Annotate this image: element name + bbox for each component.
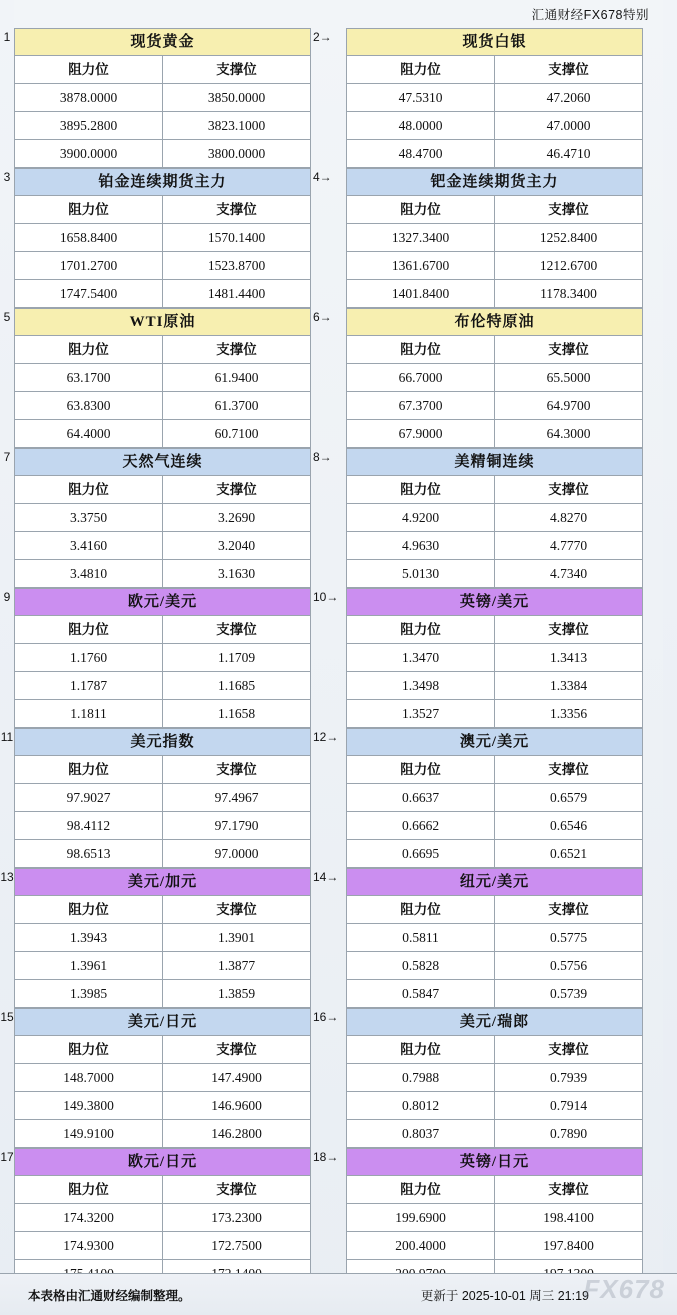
instrument-panel	[346, 588, 643, 728]
panel-row	[3, 28, 663, 168]
resistance-value: 0.8037	[347, 1120, 495, 1147]
instrument-title: 现货黄金	[15, 29, 310, 56]
support-value: 1.3859	[217, 986, 256, 1001]
instrument-panel	[14, 28, 311, 168]
instrument-title: 铂金连续期货主力	[15, 169, 310, 196]
column-header-resistance: 阻力位	[15, 896, 163, 923]
column-header-row	[15, 476, 310, 504]
column-header-support: 支撑位	[216, 762, 257, 777]
panel-index-marker: 12→	[313, 730, 339, 744]
resistance-value: 1.3498	[347, 672, 495, 699]
support-value: 172.7500	[211, 1238, 262, 1253]
instrument-panel	[346, 28, 643, 168]
support-value: 1.3413	[549, 650, 588, 665]
instrument-panel	[346, 1008, 643, 1148]
support-value: 3.1630	[217, 566, 256, 581]
table-row	[347, 420, 642, 448]
column-header-row	[347, 336, 642, 364]
table-row	[15, 672, 310, 700]
table-row	[347, 1120, 642, 1148]
table-row	[15, 812, 310, 840]
resistance-value: 48.4700	[347, 140, 495, 167]
table-row	[15, 252, 310, 280]
table-row	[15, 1204, 310, 1232]
support-value: 0.7914	[549, 1098, 588, 1113]
column-header-resistance: 阻力位	[347, 616, 495, 643]
table-row	[347, 504, 642, 532]
panel-column-right	[346, 28, 643, 168]
column-header-resistance: 阻力位	[347, 56, 495, 83]
panel-index-marker: 13	[0, 870, 14, 884]
instrument-title: 美元/日元	[15, 1009, 310, 1036]
column-header-resistance: 阻力位	[15, 1036, 163, 1063]
support-value: 4.8270	[549, 510, 588, 525]
resistance-value: 149.3800	[15, 1092, 163, 1119]
panel-column-right	[346, 728, 643, 868]
column-header-resistance: 阻力位	[347, 1036, 495, 1063]
instrument-panel	[346, 308, 643, 448]
column-header-resistance: 阻力位	[15, 616, 163, 643]
resistance-value: 1.1787	[15, 672, 163, 699]
resistance-value: 1401.8400	[347, 280, 495, 307]
page-header	[0, 0, 677, 28]
panel-row	[3, 168, 663, 308]
support-value: 97.4967	[214, 790, 259, 805]
resistance-value: 67.3700	[347, 392, 495, 419]
column-header-row	[15, 1036, 310, 1064]
support-value: 1212.6700	[539, 258, 598, 273]
resistance-value: 1747.5400	[15, 280, 163, 307]
instrument-title: 美元指数	[15, 729, 310, 756]
table-row	[15, 84, 310, 112]
resistance-value: 148.7000	[15, 1064, 163, 1091]
column-header-support: 支撑位	[216, 902, 257, 917]
instrument-title: WTI原油	[15, 309, 310, 336]
column-header-support: 支撑位	[216, 342, 257, 357]
panel-index-marker: 17	[0, 1150, 14, 1164]
support-value: 1.1709	[217, 650, 256, 665]
instrument-title: 英镑/日元	[347, 1149, 642, 1176]
column-header-row	[347, 616, 642, 644]
resistance-value: 0.5811	[347, 924, 495, 951]
column-header-support: 支撑位	[548, 482, 589, 497]
table-row	[347, 924, 642, 952]
table-row	[347, 392, 642, 420]
resistance-value: 67.9000	[347, 420, 495, 447]
instrument-panel	[346, 1148, 643, 1288]
instrument-panel	[346, 448, 643, 588]
table-row	[347, 644, 642, 672]
instrument-title: 澳元/美元	[347, 729, 642, 756]
panel-index-marker: 15	[0, 1010, 14, 1024]
resistance-value: 0.8012	[347, 1092, 495, 1119]
panel-column-right	[346, 448, 643, 588]
resistance-value: 1.3943	[15, 924, 163, 951]
table-row	[15, 980, 310, 1008]
column-header-support: 支撑位	[548, 62, 589, 77]
resistance-value: 3878.0000	[15, 84, 163, 111]
table-row	[15, 532, 310, 560]
support-value: 0.6579	[549, 790, 588, 805]
panel-row	[0, 868, 663, 1008]
instrument-title: 钯金连续期货主力	[347, 169, 642, 196]
footer-updated: 更新于 2025-10-01 周三 21:19	[420, 1288, 589, 1303]
column-header-support: 支撑位	[548, 342, 589, 357]
resistance-value: 0.6662	[347, 812, 495, 839]
panel-index-marker: 16→	[313, 1010, 339, 1024]
table-row	[15, 644, 310, 672]
panel-index-marker: 9	[3, 590, 11, 604]
support-value: 0.5739	[549, 986, 588, 1001]
support-value: 1.3356	[549, 706, 588, 721]
resistance-value: 48.0000	[347, 112, 495, 139]
panel-index-marker: 14→	[313, 870, 339, 884]
table-row	[347, 672, 642, 700]
table-row	[347, 112, 642, 140]
instrument-title: 纽元/美元	[347, 869, 642, 896]
panel-column-left	[3, 168, 311, 308]
support-value: 64.9700	[546, 398, 591, 413]
instrument-panel	[346, 168, 643, 308]
column-header-resistance: 阻力位	[347, 1176, 495, 1203]
table-row	[347, 224, 642, 252]
table-row	[347, 784, 642, 812]
instrument-panel	[346, 868, 643, 1008]
support-value: 47.0000	[546, 118, 591, 133]
support-value: 0.6521	[549, 846, 588, 861]
resistance-value: 66.7000	[347, 364, 495, 391]
resistance-value: 63.1700	[15, 364, 163, 391]
support-value: 1570.1400	[207, 230, 266, 245]
table-row	[15, 924, 310, 952]
column-header-support: 支撑位	[216, 1042, 257, 1057]
column-header-resistance: 阻力位	[347, 896, 495, 923]
resistance-value: 1.3527	[347, 700, 495, 727]
panel-column-left	[0, 1148, 311, 1288]
column-header-support: 支撑位	[216, 622, 257, 637]
resistance-value: 3.3750	[15, 504, 163, 531]
column-header-resistance: 阻力位	[15, 476, 163, 503]
column-header-row	[347, 476, 642, 504]
table-row	[347, 700, 642, 728]
column-header-row	[347, 896, 642, 924]
instrument-panel	[14, 308, 311, 448]
table-row	[347, 560, 642, 588]
support-value: 1.3384	[549, 678, 588, 693]
instrument-title: 欧元/日元	[15, 1149, 310, 1176]
table-row	[347, 980, 642, 1008]
column-header-row	[347, 196, 642, 224]
resistance-value: 64.4000	[15, 420, 163, 447]
panel-column-left	[3, 588, 311, 728]
support-value: 1.1685	[217, 678, 256, 693]
support-value: 3850.0000	[207, 90, 266, 105]
table-row	[347, 1092, 642, 1120]
support-value: 1178.3400	[540, 286, 597, 301]
column-header-support: 支撑位	[548, 902, 589, 917]
resistance-value: 4.9200	[347, 504, 495, 531]
resistance-value: 98.4112	[15, 812, 163, 839]
support-value: 60.7100	[214, 426, 259, 441]
table-row	[347, 364, 642, 392]
panel-column-left	[3, 308, 311, 448]
panel-column-right	[346, 868, 643, 1008]
panel-row	[0, 1008, 663, 1148]
column-header-support: 支撑位	[216, 1182, 257, 1197]
support-value: 146.9600	[211, 1098, 262, 1113]
panel-index-marker: 5	[3, 310, 11, 324]
support-value: 97.1790	[214, 818, 259, 833]
table-row	[15, 784, 310, 812]
instrument-title: 现货白银	[347, 29, 642, 56]
resistance-value: 0.6695	[347, 840, 495, 867]
column-header-support: 支撑位	[548, 622, 589, 637]
column-header-row	[15, 756, 310, 784]
support-value: 46.4710	[546, 146, 591, 161]
column-header-resistance: 阻力位	[15, 196, 163, 223]
panel-column-right	[346, 1148, 643, 1288]
page-footer	[0, 1273, 677, 1315]
column-header-resistance: 阻力位	[347, 476, 495, 503]
footer-source: 本表格由汇通财经编制整理。	[28, 1288, 191, 1303]
panel-column-right	[346, 1008, 643, 1148]
resistance-value: 1361.6700	[347, 252, 495, 279]
instrument-panel	[14, 868, 311, 1008]
support-value: 3.2690	[217, 510, 256, 525]
header-title: 汇通财经FX678特别	[531, 8, 649, 22]
resistance-value: 4.9630	[347, 532, 495, 559]
column-header-row	[15, 616, 310, 644]
column-header-row	[347, 1176, 642, 1204]
table-row	[347, 280, 642, 308]
resistance-value: 1701.2700	[15, 252, 163, 279]
panel-column-left	[0, 728, 311, 868]
table-row	[15, 364, 310, 392]
instrument-panel	[14, 448, 311, 588]
column-header-resistance: 阻力位	[347, 756, 495, 783]
table-row	[15, 1064, 310, 1092]
resistance-value: 174.3200	[15, 1204, 163, 1231]
resistance-value: 63.8300	[15, 392, 163, 419]
column-header-row	[15, 56, 310, 84]
resistance-value: 1.3985	[15, 980, 163, 1007]
column-header-support: 支撑位	[216, 482, 257, 497]
column-header-support: 支撑位	[216, 62, 257, 77]
panel-index-marker: 10→	[313, 590, 339, 604]
column-header-resistance: 阻力位	[15, 756, 163, 783]
support-value: 61.3700	[214, 398, 259, 413]
table-row	[15, 420, 310, 448]
support-value: 0.7890	[549, 1126, 588, 1141]
table-row	[15, 504, 310, 532]
instrument-title: 欧元/美元	[15, 589, 310, 616]
support-value: 64.3000	[546, 426, 591, 441]
support-value: 0.5756	[549, 958, 588, 973]
instrument-panel	[14, 168, 311, 308]
column-header-support: 支撑位	[216, 202, 257, 217]
panel-column-left	[3, 28, 311, 168]
resistance-value: 98.6513	[15, 840, 163, 867]
resistance-value: 97.9027	[15, 784, 163, 811]
table-row	[347, 1232, 642, 1260]
table-row	[347, 252, 642, 280]
column-header-support: 支撑位	[548, 1182, 589, 1197]
resistance-value: 3.4160	[15, 532, 163, 559]
table-row	[15, 840, 310, 868]
resistance-value: 0.7988	[347, 1064, 495, 1091]
instrument-title: 美元/加元	[15, 869, 310, 896]
table-row	[347, 532, 642, 560]
support-value: 65.5000	[546, 370, 591, 385]
column-header-resistance: 阻力位	[15, 56, 163, 83]
resistance-value: 0.5847	[347, 980, 495, 1007]
table-row	[15, 1232, 310, 1260]
table-row	[347, 1204, 642, 1232]
panel-index-marker: 3	[3, 170, 11, 184]
column-header-support: 支撑位	[548, 202, 589, 217]
resistance-value: 1.3961	[15, 952, 163, 979]
instrument-panel	[14, 588, 311, 728]
table-row	[15, 224, 310, 252]
resistance-value: 1.1811	[15, 700, 163, 727]
table-row	[347, 1064, 642, 1092]
resistance-value: 0.6637	[347, 784, 495, 811]
panel-index-marker: 4→	[313, 170, 332, 184]
column-header-resistance: 阻力位	[347, 336, 495, 363]
support-value: 4.7340	[549, 566, 588, 581]
table-row	[15, 392, 310, 420]
support-value: 1523.8700	[207, 258, 266, 273]
resistance-value: 149.9100	[15, 1120, 163, 1147]
support-value: 3800.0000	[207, 146, 266, 161]
column-header-row	[347, 756, 642, 784]
support-value: 47.2060	[546, 90, 591, 105]
table-row	[347, 812, 642, 840]
column-header-resistance: 阻力位	[347, 196, 495, 223]
resistance-value: 174.9300	[15, 1232, 163, 1259]
resistance-value: 199.6900	[347, 1204, 495, 1231]
resistance-value: 47.5310	[347, 84, 495, 111]
table-row	[15, 280, 310, 308]
panel-grid	[0, 28, 677, 1288]
column-header-support: 支撑位	[548, 1042, 589, 1057]
support-value: 1.3877	[217, 958, 256, 973]
support-value: 3.2040	[217, 538, 256, 553]
panel-row	[3, 308, 663, 448]
table-row	[347, 952, 642, 980]
support-value: 4.7770	[549, 538, 588, 553]
support-value: 1.3901	[217, 930, 256, 945]
panel-column-right	[346, 588, 643, 728]
resistance-value: 1658.8400	[15, 224, 163, 251]
support-value: 173.2300	[211, 1210, 262, 1225]
column-header-resistance: 阻力位	[15, 336, 163, 363]
table-row	[347, 84, 642, 112]
table-row	[347, 140, 642, 168]
resistance-value: 3895.2800	[15, 112, 163, 139]
instrument-panel	[14, 1148, 311, 1288]
table-row	[347, 840, 642, 868]
instrument-title: 英镑/美元	[347, 589, 642, 616]
instrument-title: 布伦特原油	[347, 309, 642, 336]
panel-index-marker: 2→	[313, 30, 332, 44]
support-value: 61.9400	[214, 370, 259, 385]
table-row	[15, 952, 310, 980]
resistance-value: 1.1760	[15, 644, 163, 671]
watermark: FX678	[583, 1274, 665, 1304]
column-header-row	[347, 56, 642, 84]
panel-row	[3, 588, 663, 728]
panel-column-right	[346, 308, 643, 448]
resistance-value: 3900.0000	[15, 140, 163, 167]
support-value: 197.8400	[543, 1238, 594, 1253]
column-header-row	[15, 1176, 310, 1204]
resistance-value: 200.4000	[347, 1232, 495, 1259]
panel-column-left	[3, 448, 311, 588]
panel-index-marker: 7	[3, 450, 11, 464]
instrument-title: 天然气连续	[15, 449, 310, 476]
resistance-value: 5.0130	[347, 560, 495, 587]
panel-index-marker: 6→	[313, 310, 332, 324]
panel-index-marker: 18→	[313, 1150, 339, 1164]
support-value: 0.6546	[549, 818, 588, 833]
instrument-title: 美精铜连续	[347, 449, 642, 476]
support-value: 1481.4400	[207, 286, 266, 301]
column-header-support: 支撑位	[548, 762, 589, 777]
panel-index-marker: 8→	[313, 450, 332, 464]
table-row	[15, 112, 310, 140]
panel-index-marker: 11	[0, 730, 14, 744]
instrument-title: 美元/瑞郎	[347, 1009, 642, 1036]
support-value: 146.2800	[211, 1126, 262, 1141]
column-header-row	[15, 336, 310, 364]
support-value: 0.5775	[549, 930, 588, 945]
column-header-row	[15, 196, 310, 224]
support-value: 97.0000	[214, 846, 259, 861]
panel-column-left	[0, 1008, 311, 1148]
column-header-row	[15, 896, 310, 924]
resistance-value: 1327.3400	[347, 224, 495, 251]
table-row	[15, 140, 310, 168]
table-row	[15, 700, 310, 728]
support-value: 198.4100	[543, 1210, 594, 1225]
panel-column-right	[346, 168, 643, 308]
support-value: 1252.8400	[539, 230, 598, 245]
instrument-panel	[14, 728, 311, 868]
instrument-panel	[346, 728, 643, 868]
panel-row	[0, 1148, 663, 1288]
panel-index-marker: 1	[3, 30, 11, 44]
table-row	[15, 560, 310, 588]
resistance-value: 1.3470	[347, 644, 495, 671]
support-value: 0.7939	[549, 1070, 588, 1085]
support-value: 3823.1000	[207, 118, 266, 133]
column-header-row	[347, 1036, 642, 1064]
panel-row	[3, 448, 663, 588]
table-row	[15, 1092, 310, 1120]
panel-row	[0, 728, 663, 868]
instrument-panel	[14, 1008, 311, 1148]
resistance-value: 0.5828	[347, 952, 495, 979]
column-header-resistance: 阻力位	[15, 1176, 163, 1203]
resistance-value: 3.4810	[15, 560, 163, 587]
table-row	[15, 1120, 310, 1148]
panel-column-left	[0, 868, 311, 1008]
support-value: 1.1658	[217, 706, 256, 721]
support-value: 147.4900	[211, 1070, 262, 1085]
